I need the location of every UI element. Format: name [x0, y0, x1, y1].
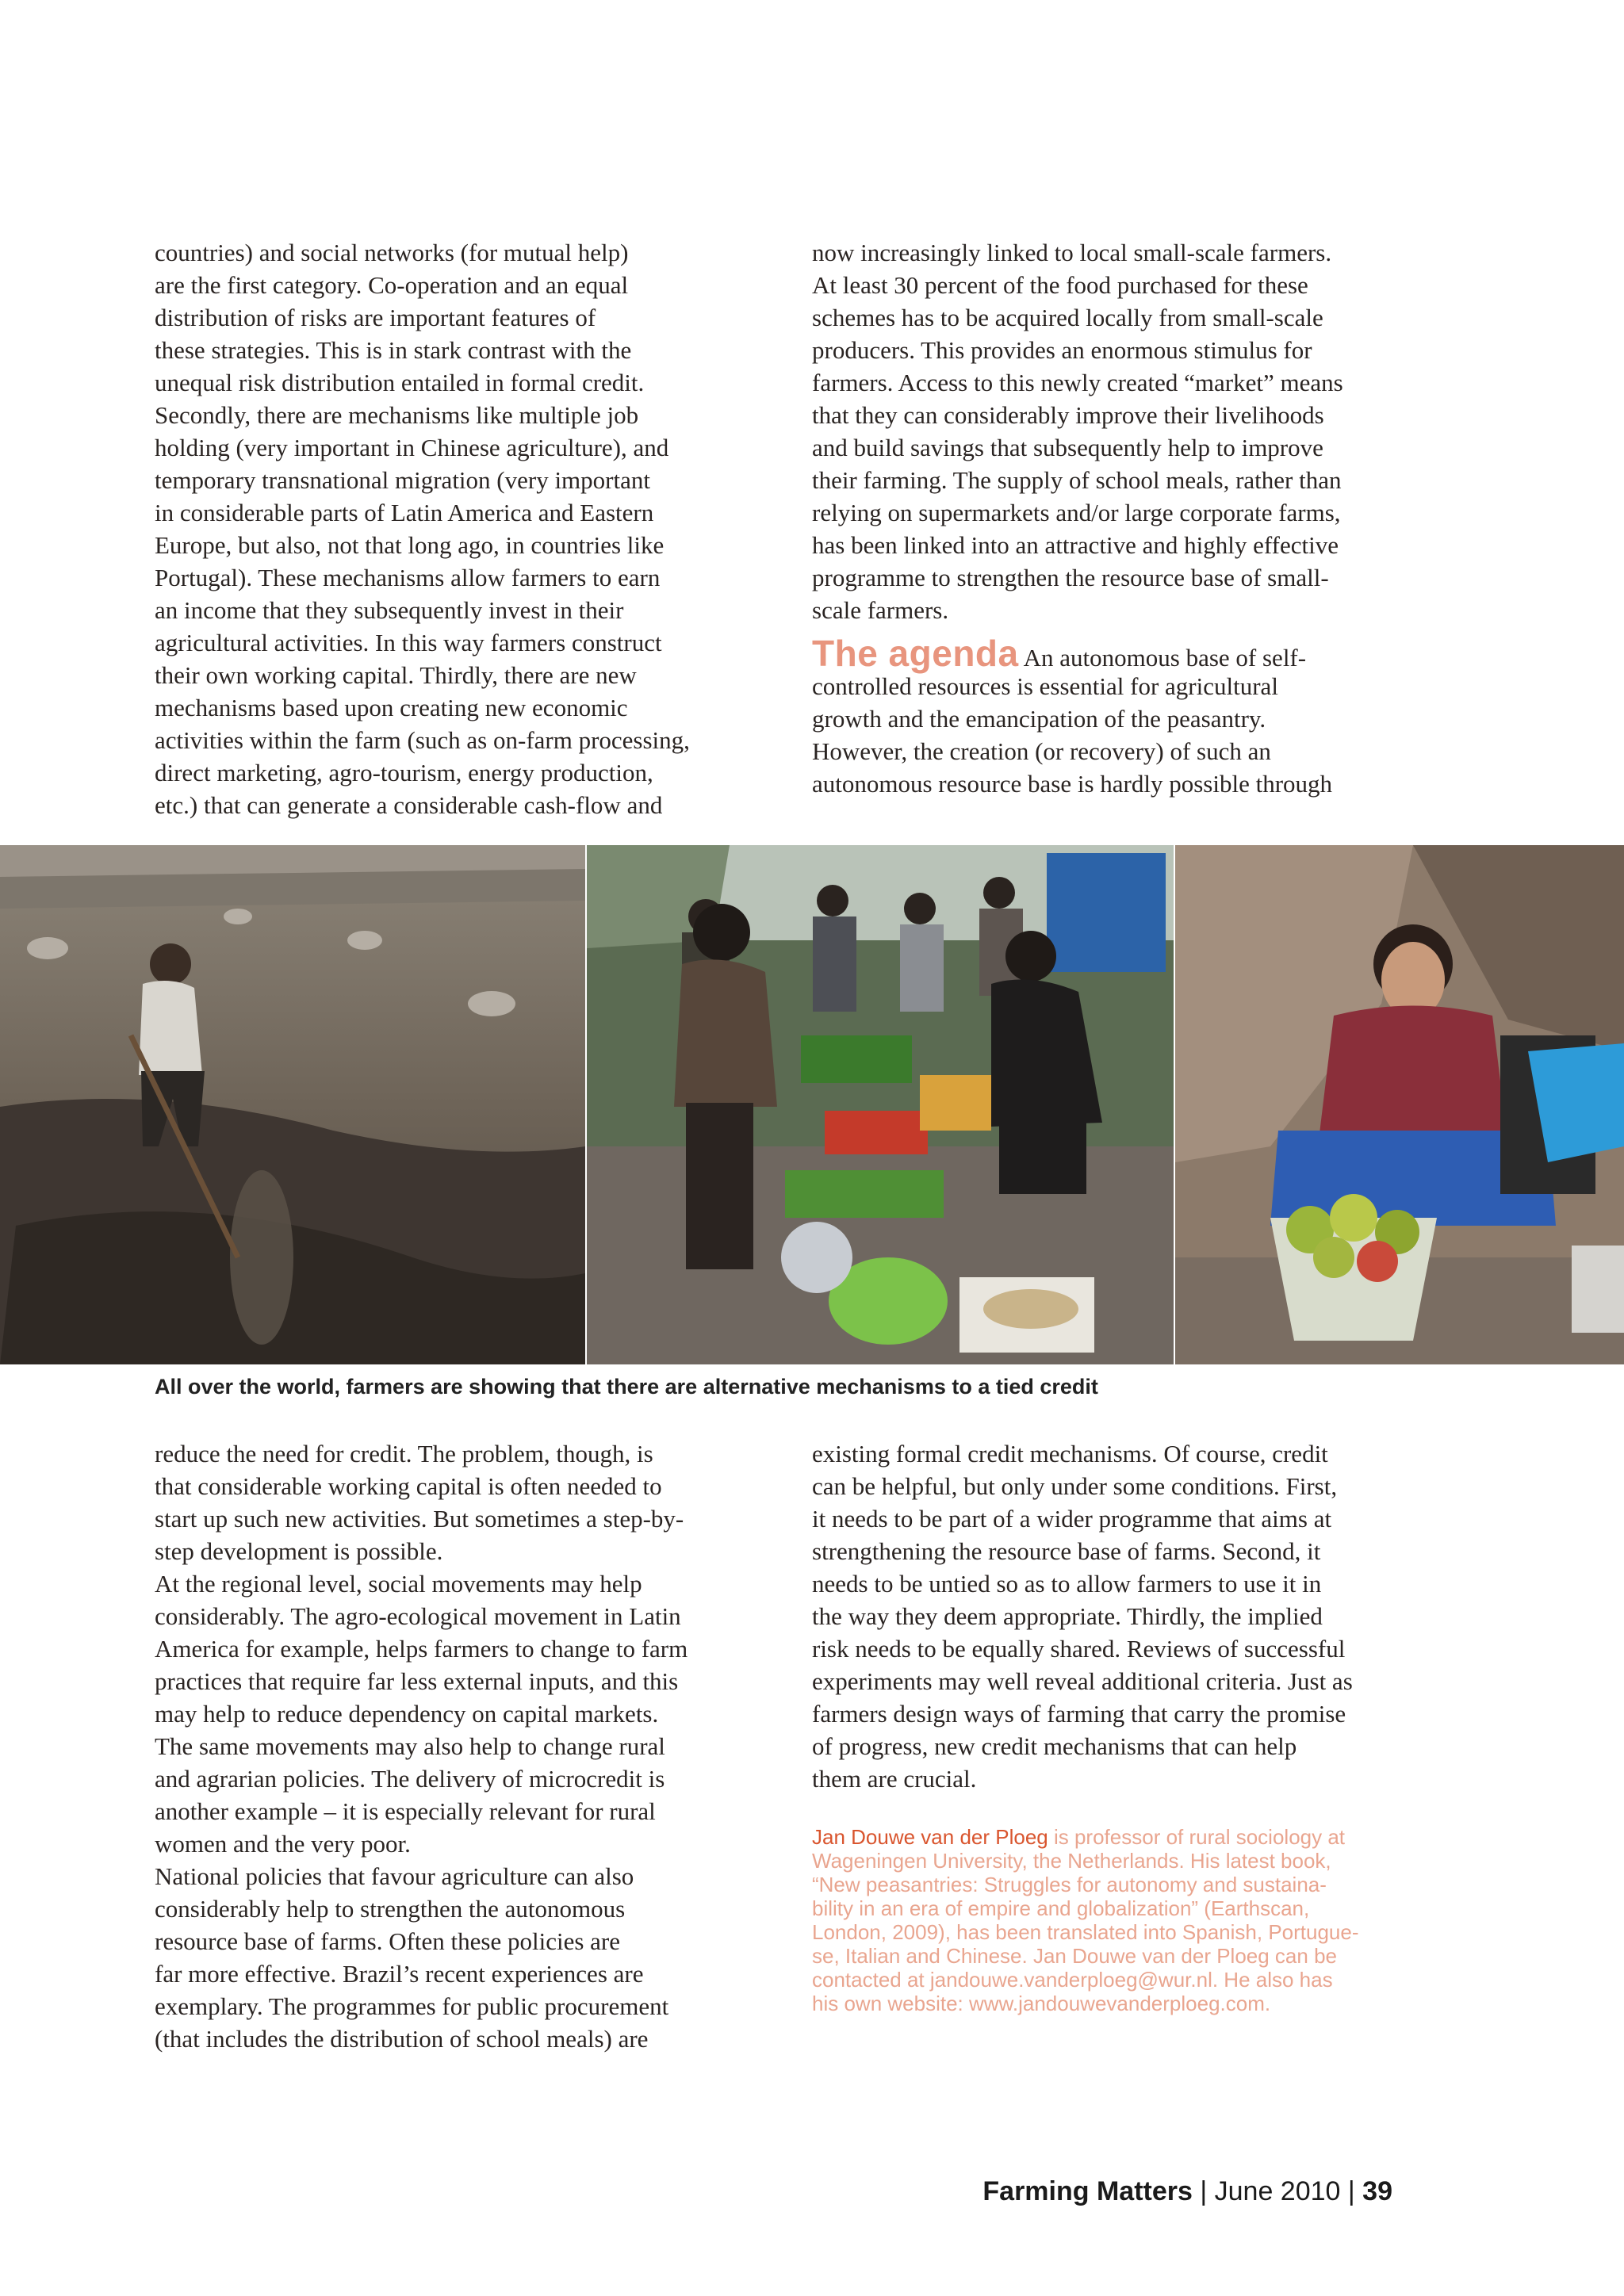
text-line: has been linked into an attractive and highly effective: [812, 531, 1339, 559]
text-line: America for example, helps farmers to change to farm: [155, 1635, 688, 1663]
text-line: now increasingly linked to local small-scale farmers.: [812, 239, 1332, 266]
magazine-title: Farming Matters: [982, 2176, 1193, 2206]
text-line: that considerable working capital is often needed to: [155, 1472, 662, 1500]
photo-farmer-digging-image: [0, 845, 585, 1364]
text-line: unequal risk distribution entailed in formal credit.: [155, 369, 645, 396]
text-line: experiments may well reveal additional criteria. Just as: [812, 1667, 1353, 1695]
text-line: needs to be untied so as to allow farmers to use it in: [812, 1570, 1322, 1598]
text-line: the way they deem appropriate. Thirdly, the implied: [812, 1602, 1323, 1630]
text-line: However, the creation (or recovery) of such an: [812, 737, 1271, 765]
text-line: and build savings that subsequently help to improve: [812, 434, 1323, 461]
photo-vegetable-market-image: [587, 845, 1174, 1364]
author-bio: [812, 1825, 1415, 2015]
text-line: countries) and social networks (for mutual help): [155, 239, 629, 266]
text-line: their own working capital. Thirdly, there are new: [155, 661, 637, 689]
text-line: start up such new activities. But sometimes a step-by-: [155, 1505, 684, 1533]
text-line: risk needs to be equally shared. Reviews of successful: [812, 1635, 1346, 1663]
page-footer: [982, 2176, 1392, 2207]
text-line: activities within the farm (such as on-farm processing,: [155, 726, 690, 754]
text-line: women and the very poor.: [155, 1830, 411, 1858]
text-line: etc.) that can generate a considerable cash-flow and: [155, 791, 663, 819]
text-line: existing formal credit mechanisms. Of course, credit: [812, 1440, 1328, 1468]
column-top-left: [155, 236, 741, 821]
text-line: another example – it is especially relevant for rural: [155, 1797, 656, 1825]
text-line: that they can considerably improve their livelihoods: [812, 401, 1324, 429]
bio-line: se, Italian and Chinese. Jan Douwe van der Ploeg can be: [812, 1944, 1337, 1968]
text-line: At least 30 percent of the food purchased for these: [812, 271, 1308, 299]
text-line: autonomous resource base is hardly possible through: [812, 770, 1333, 798]
photo-farmer-digging: [0, 845, 585, 1364]
column-bottom-left: [155, 1437, 741, 2055]
bio-text: is professor of rural sociology at: [1048, 1825, 1346, 1849]
text-line: farmers. Access to this newly created “market” means: [812, 369, 1343, 396]
text-line: may help to reduce dependency on capital markets.: [155, 1700, 659, 1728]
column-bottom-right: [812, 1437, 1399, 1795]
text-line: The same movements may also help to change rural: [155, 1732, 665, 1760]
text-line: reduce the need for credit. The problem, though, is: [155, 1440, 653, 1468]
photo-strip: [0, 845, 1624, 1364]
bio-line: London, 2009), has been translated into Spanish, Portugue-: [812, 1920, 1359, 1944]
text-line: an income that they subsequently invest in their: [155, 596, 624, 624]
issue-date: June 2010: [1214, 2176, 1341, 2206]
text-line: Secondly, there are mechanisms like multiple job: [155, 401, 639, 429]
text-line: An autonomous base of self-: [1023, 644, 1307, 672]
text-line: these strategies. This is in stark contrast with the: [155, 336, 632, 364]
text-line: agricultural activities. In this way farmers construct: [155, 629, 662, 656]
text-line: mechanisms based upon creating new economic: [155, 694, 628, 721]
text-line: considerably. The agro-ecological movement in Latin: [155, 1602, 681, 1630]
section-heading-agenda: The agenda: [812, 633, 1019, 674]
bio-line: [812, 1825, 1415, 1849]
text-line: controlled resources is essential for agricultural: [812, 672, 1278, 700]
column-top-right: [812, 236, 1399, 800]
text-line: Portugal). These mechanisms allow farmers to earn: [155, 564, 661, 591]
text-line: their farming. The supply of school meals, rather than: [812, 466, 1342, 494]
footer-separator: |: [1340, 2176, 1363, 2206]
text-line: direct marketing, agro-tourism, energy production,: [155, 759, 653, 786]
text-line: exemplary. The programmes for public procurement: [155, 1992, 669, 2020]
text-line: growth and the emancipation of the peasantry.: [812, 705, 1266, 733]
bio-line: contacted at jandouwe.vanderploeg@wur.nl. He also has: [812, 1968, 1333, 1992]
text-line: practices that require far less external inputs, and this: [155, 1667, 679, 1695]
text-line: are the first category. Co-operation and an equal: [155, 271, 629, 299]
text-line: can be helpful, but only under some conditions. First,: [812, 1472, 1338, 1500]
bio-line: bility in an era of empire and globalization” (Earthscan,: [812, 1896, 1310, 1920]
photo-vegetable-market: [587, 845, 1174, 1364]
text-line: (that includes the distribution of school meals) are: [155, 2025, 649, 2053]
text-line: step development is possible.: [155, 1537, 443, 1565]
text-line: it needs to be part of a wider programme that aims at: [812, 1505, 1332, 1533]
text-line: holding (very important in Chinese agriculture), and: [155, 434, 669, 461]
text-line: resource base of farms. Often these policies are: [155, 1927, 621, 1955]
text-line: strengthening the resource base of farms. Second, it: [812, 1537, 1321, 1565]
agenda-heading-line: [812, 633, 1399, 674]
text-line: in considerable parts of Latin America and Eastern: [155, 499, 654, 526]
text-line: and agrarian policies. The delivery of microcredit is: [155, 1765, 665, 1793]
text-line: temporary transnational migration (very important: [155, 466, 650, 494]
author-name: Jan Douwe van der Ploeg: [812, 1825, 1048, 1849]
text-line: programme to strengthen the resource base of small-: [812, 564, 1329, 591]
footer-separator: |: [1192, 2176, 1215, 2206]
text-line: Europe, but also, not that long ago, in countries like: [155, 531, 665, 559]
text-line: schemes has to be acquired locally from small-scale: [812, 304, 1323, 331]
text-line: distribution of risks are important features of: [155, 304, 596, 331]
text-line: considerably help to strengthen the autonomous: [155, 1895, 626, 1923]
photo-fruit-seller: [1175, 845, 1624, 1364]
text-line: producers. This provides an enormous stimulus for: [812, 336, 1312, 364]
bio-line: Wageningen University, the Netherlands. His latest book,: [812, 1849, 1331, 1873]
text-line: scale farmers.: [812, 596, 949, 624]
bio-line: “New peasantries: Struggles for autonomy and sustaina-: [812, 1873, 1327, 1896]
text-line: farmers design ways of farming that carry the promise: [812, 1700, 1346, 1728]
text-line: National policies that favour agriculture can also: [155, 1862, 634, 1890]
text-line: At the regional level, social movements may help: [155, 1570, 642, 1598]
page-number: 39: [1362, 2176, 1392, 2206]
photo-caption: All over the world, farmers are showing that there are alternative mechanisms to a tied credit: [155, 1375, 1098, 1399]
bio-line: his own website: www.jandouwevanderploeg.com.: [812, 1992, 1271, 2015]
text-line: of progress, new credit mechanisms that can help: [812, 1732, 1297, 1760]
photo-fruit-seller-image: [1175, 845, 1624, 1364]
text-line: far more effective. Brazil’s recent experiences are: [155, 1960, 644, 1988]
text-line: them are crucial.: [812, 1765, 977, 1793]
text-line: relying on supermarkets and/or large corporate farms,: [812, 499, 1341, 526]
